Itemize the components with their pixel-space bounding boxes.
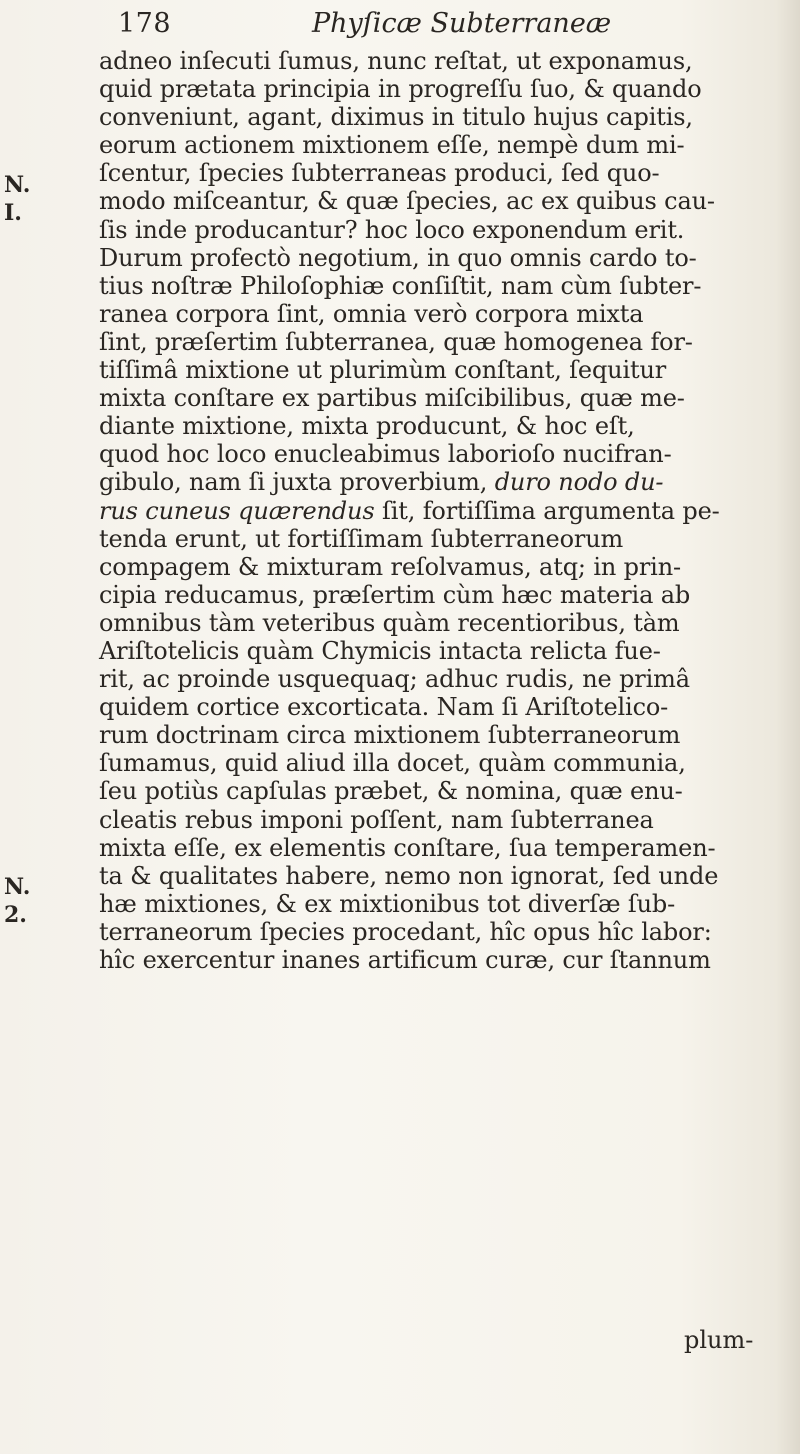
text-line: ta & qualitates habere, nemo non ignorat, ſed unde [99,861,719,890]
running-head: Phyſicæ Subterraneæ [312,8,612,39]
text-line: Ariſtotelicis quàm Chymicis intacta relicta fue- [99,636,661,665]
text-line: rit, ac proinde usquequaq; adhuc rudis, ne primâ [99,665,690,694]
italic-proverb-cont: rus cuneus quærendus [99,496,375,525]
text-line: ranea corpora ſint, omnia verò corpora mixta [99,299,644,328]
text-line: Durum profectò negotium, in quo omnis cardo to- [99,243,697,272]
text-line: tiſſimâ mixtione ut plurimùm conſtant, ſequitur [99,356,667,385]
text-line: rum doctrinam circa mixtionem ſubterraneorum [99,721,681,750]
text-line: cleatis rebus imponi poſſent, nam ſubterranea [99,805,654,834]
text-line [99,468,789,496]
margin-note-1-number: I. [4,200,22,226]
margin-note-2-number: 2. [4,902,27,928]
text-line-part: gibulo, nam ſi juxta proverbium, [99,468,488,497]
text-line: hîc exercentur inanes artificum curæ, cur ſtannum [99,946,711,974]
text-line: quidem cortice excorticata. Nam ſi Ariſtotelico- [99,693,669,722]
margin-note-1-label: N. [4,172,31,198]
text-line: eorum actionem mixtionem eſſe, nempè dum mi- [99,131,685,160]
text-line: compagem & mixturam reſolvamus, atq; in prin- [99,552,681,581]
text-line: ſumamus, quid aliud illa docet, quàm communia, [99,749,686,778]
margin-note-1 [4,171,30,227]
page-number: 178 [118,8,172,39]
italic-proverb: duro nodo du- [494,468,664,497]
page-header [118,8,778,42]
margin-note-2-label: N. [4,874,31,900]
text-line: mixta eſſe, ex elementis conſtare, ſua temperamen- [99,833,716,862]
text-line: conveniunt, agant, diximus in titulo hujus capitis, [99,103,693,132]
text-line: omnibus tàm veteribus quàm recentioribus, tàm [99,608,680,637]
text-line: quod hoc loco enucleabimus laborioſo nucifran- [99,440,672,469]
text-line: diante mixtione, mixta producunt, & hoc eſt, [99,412,635,441]
text-line: ſint, præſertim ſubterranea, quæ homogenea for- [99,327,693,356]
text-line: cipia reducamus, præſertim cùm hæc materia ab [99,580,691,609]
text-line: mixta conſtare ex partibus miſcibilibus, quæ me- [99,384,685,413]
text-line: ſis inde producantur? hoc loco exponendum erit. [99,215,685,244]
text-line: tius noſtræ Philoſophiæ conſiſtit, nam cùm ſubter- [99,271,702,300]
text-line: terraneorum ſpecies procedant, hîc opus hîc labor: [99,917,712,946]
body-text [99,47,789,974]
text-line: ſcentur, ſpecies ſubterraneas produci, ſed quo- [99,159,660,188]
margin-note-2 [4,873,30,929]
text-line: adneo inſecuti ſumus, nunc reſtat, ut exponamus, [99,47,693,75]
catchword: plum- [684,1326,754,1354]
text-line: ſeu potiùs capſulas præbet, & nomina, quæ enu- [99,777,683,806]
text-line [99,497,789,525]
text-line-part: ſit, fortiſſima argumenta pe- [381,496,720,525]
text-line: hæ mixtiones, & ex mixtionibus tot diverſæ ſub- [99,889,676,918]
text-line: tenda erunt, ut fortiſſimam ſubterraneorum [99,524,624,553]
text-line: quid prætata principia in progreſſu ſuo, & quando [99,75,702,104]
text-line: modo miſceantur, & quæ ſpecies, ac ex quibus cau- [99,187,715,216]
